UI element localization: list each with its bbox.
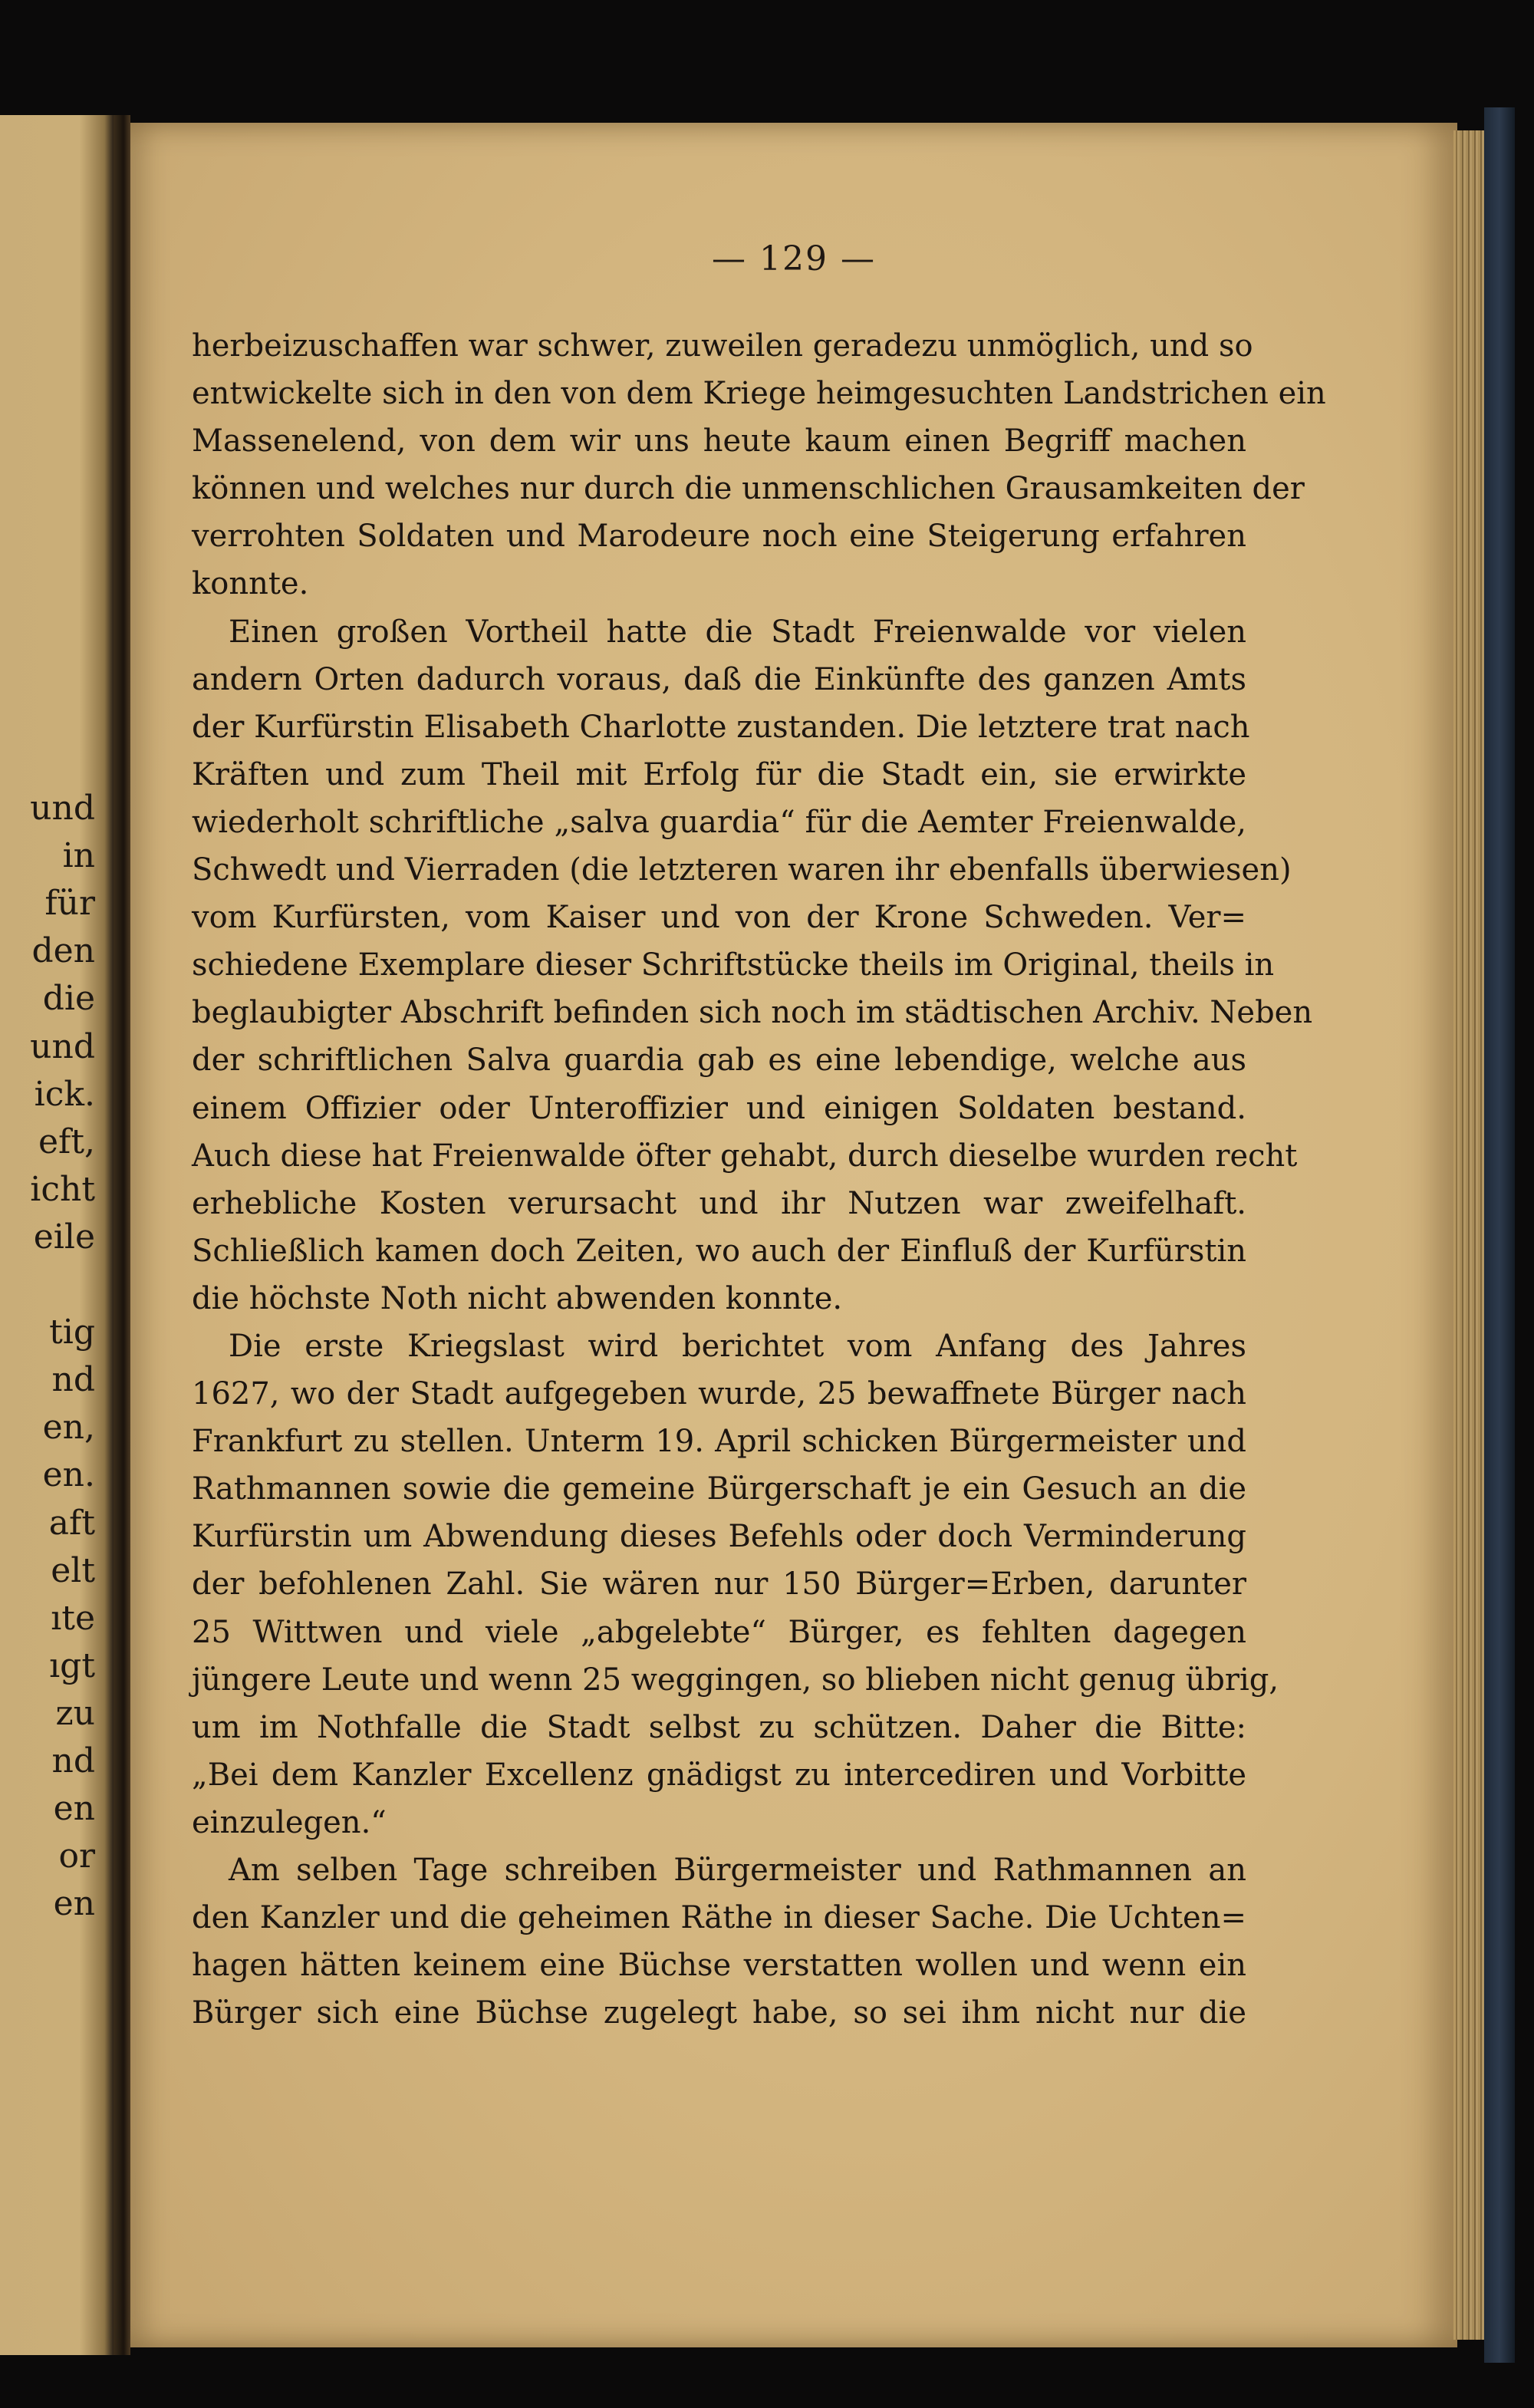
previous-page-fragment: en <box>53 1884 95 1924</box>
text-line: vom Kurfürsten, vom Kaiser und von der Krone Schweden. Ver= <box>192 900 1246 936</box>
text-line: Einen großen Vortheil hatte die Stadt Freienwalde vor vielen <box>229 614 1246 650</box>
previous-page-fragment: tig <box>49 1313 95 1352</box>
text-line: schiedene Exemplare dieser Schriftstücke theils im Original, theils in <box>192 947 1275 983</box>
text-line: herbeizuschaffen war schwer, zuweilen geradezu unmöglich, und so <box>192 328 1253 364</box>
previous-page-fragment: und <box>30 789 95 828</box>
body-text <box>192 322 1326 2037</box>
text-line: verrohten Soldaten und Marodeure noch eine Steigerung erfahren <box>192 519 1246 555</box>
text-line: Auch diese hat Freienwalde öfter gehabt, durch dieselbe wurden recht <box>192 1138 1298 1174</box>
previous-page-fragment: eft, <box>38 1122 95 1161</box>
text-line: die höchste Noth nicht abwenden konnte. <box>192 1280 843 1316</box>
previous-page-fragment: die <box>42 979 95 1019</box>
text-line: erhebliche Kosten verursacht und ihr Nutzen war zweifelhaft. <box>192 1185 1246 1221</box>
text-line: 25 Wittwen und viele „abgelebte“ Bürger, es fehlten dagegen <box>192 1614 1246 1650</box>
previous-page-fragment: icht <box>30 1169 95 1209</box>
previous-page-fragment: und <box>30 1026 95 1066</box>
page-stack-edge <box>1453 130 1484 2340</box>
text-line: beglaubigter Abschrift befinden sich noch im städtischen Archiv. Neben <box>192 995 1313 1031</box>
text-line: Kräften und zum Theil mit Erfolg für die Stadt ein, sie erwirkte <box>192 756 1246 792</box>
previous-page-fragment: en, <box>42 1408 95 1448</box>
previous-page-fragment: für <box>44 884 95 924</box>
previous-page-fragment: or <box>58 1836 95 1876</box>
text-line: hagen hätten keinem eine Büchse verstatten wollen und wenn ein <box>192 1948 1246 1984</box>
previous-page-fragment: ıte <box>51 1598 95 1638</box>
text-line: andern Orten dadurch voraus, daß die Einkünfte des ganzen Amts <box>192 661 1246 697</box>
text-line: wiederholt schriftliche „salva guardia“ für die Aemter Freienwalde, <box>192 804 1246 840</box>
text-line: der befohlenen Zahl. Sie wären nur 150 Bürger=Erben, darunter <box>192 1566 1246 1603</box>
book-gutter <box>114 115 130 2355</box>
page-number: — 129 — <box>712 239 876 278</box>
previous-page-fragment: den <box>31 931 95 971</box>
text-line: können und welches nur durch die unmenschlichen Grausamkeiten der <box>192 471 1305 507</box>
text-line: einzulegen.“ <box>192 1804 387 1840</box>
text-line: Bürger sich eine Büchse zugelegt habe, so sei ihm nicht nur die <box>192 1995 1246 2031</box>
text-line: Am selben Tage schreiben Bürgermeister und Rathmannen an <box>229 1853 1246 1888</box>
text-line: konnte. <box>192 566 309 602</box>
text-line: jüngere Leute und wenn 25 weggingen, so blieben nicht genug übrig, <box>192 1662 1279 1698</box>
text-line: einem Offizier oder Unteroffizier und einigen Soldaten bestand. <box>192 1090 1246 1126</box>
text-line: Frankfurt zu stellen. Unterm 19. April schicken Bürgermeister und <box>192 1424 1246 1460</box>
text-line: den Kanzler und die geheimen Räthe in dieser Sache. Die Uchten= <box>192 1900 1246 1936</box>
previous-page-fragment: en. <box>42 1455 95 1495</box>
previous-page-fragment: ick. <box>34 1074 95 1114</box>
text-line: um im Nothfalle die Stadt selbst zu schützen. Daher die Bitte: <box>192 1709 1246 1745</box>
text-line: „Bei dem Kanzler Excellenz gnädigst zu intercediren und Vorbitte <box>192 1757 1246 1793</box>
previous-page-fragment: en <box>53 1789 95 1829</box>
previous-page-fragment: zu <box>55 1693 95 1733</box>
previous-page-fragment: in <box>62 836 95 876</box>
text-line: der Kurfürstin Elisabeth Charlotte zustanden. Die letztere trat nach <box>192 709 1250 745</box>
text-line: Die erste Kriegslast wird berichtet vom Anfang des Jahres <box>229 1328 1246 1364</box>
text-line: entwickelte sich in den von dem Kriege heimgesuchten Landstrichen ein <box>192 376 1326 412</box>
text-line: der schriftlichen Salva guardia gab es eine lebendige, welche aus <box>192 1043 1246 1079</box>
text-line: Schwedt und Vierraden (die letzteren waren ihr ebenfalls überwiesen) <box>192 852 1292 888</box>
previous-page-edge <box>0 115 114 2355</box>
text-line: 1627, wo der Stadt aufgegeben wurde, 25 bewaffnete Bürger nach <box>192 1376 1246 1412</box>
text-line: Schließlich kamen doch Zeiten, wo auch der Einfluß der Kurfürstin <box>192 1233 1246 1269</box>
previous-page-fragment: ıgt <box>49 1645 95 1685</box>
previous-page-fragment: nd <box>51 1741 95 1780</box>
text-line: Massenelend, von dem wir uns heute kaum einen Begriff machen <box>192 423 1246 460</box>
text-line: Rathmannen sowie die gemeine Bürgerschaft je ein Gesuch an die <box>192 1471 1246 1507</box>
previous-page-fragment: aft <box>48 1503 95 1543</box>
previous-page-fragment: nd <box>51 1360 95 1400</box>
previous-page-fragment: eile <box>33 1217 95 1257</box>
text-line: Kurfürstin um Abwendung dieses Befehls oder doch Verminderung <box>192 1519 1246 1555</box>
previous-page-fragment: elt <box>51 1550 95 1590</box>
book-cover-edge <box>1484 107 1515 2363</box>
